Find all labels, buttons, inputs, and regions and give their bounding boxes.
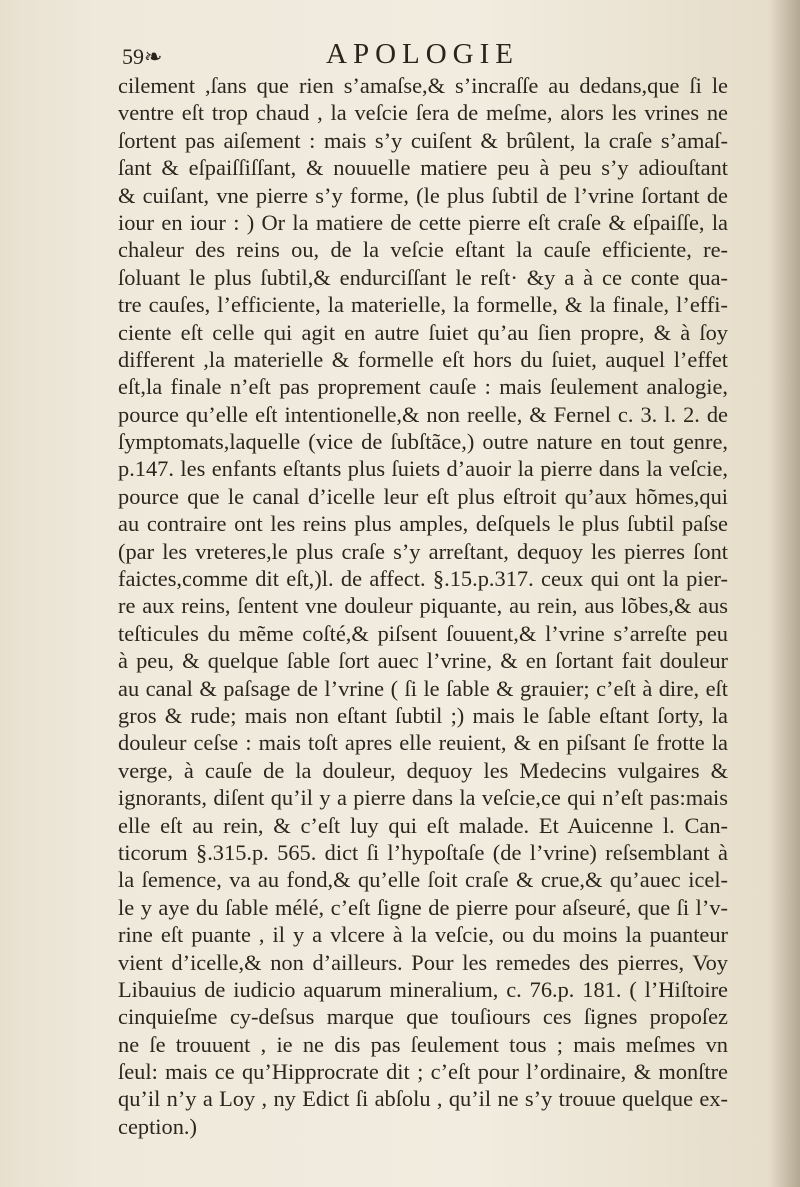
text-line: gros & rude; mais non eſtant ſubtil ;) mais le ſable eſtant ſorty, la [118, 702, 728, 728]
text-line: cinquieſme cy-deſsus marque que touſiours ces ſignes propoſez [118, 1004, 728, 1030]
body-text [118, 72, 728, 1140]
text-line: ticorum §.315.p. 565. dict ſi l’hypoſtaſe (de l’vrine) reſsemblant à [118, 839, 728, 865]
text-line: eſt,la finale n’eſt pas proprement cauſe : mais ſeulement analogie, [118, 374, 728, 400]
text-line: ſymptomats,laquelle (vice de ſubſtãce,) outre nature en tout genre, [118, 429, 728, 455]
text-line: vient d’icelle,& non d’ailleurs. Pour les remedes des pierres, Voy [118, 949, 728, 975]
text-line: different ,la materielle & formelle eſt hors du ſuiet, auquel l’effet [118, 346, 728, 372]
text-line: douleur ceſse : mais toſt apres elle reuient, & en piſsant ſe frotte la [118, 730, 728, 756]
text-line: pource que le canal d’icelle leur eſt plus eſtroit qu’aux hõmes,qui [118, 483, 728, 509]
text-line: (par les vreteres,le plus craſe s’y arreſtant, dequoy les pierres ſont [118, 538, 728, 564]
text-line: faictes,comme dit eſt,)l. de affect. §.15.p.317. ceux qui ont la pier- [118, 566, 728, 592]
page-edge-shadow [770, 0, 800, 1187]
page-header [118, 36, 718, 72]
text-line: ception.) [118, 1113, 197, 1139]
page-number: 59❧ [122, 44, 163, 69]
text-line: re aux reins, ſentent vne douleur piquante, au rein, aus lõbes,& aus [118, 593, 728, 619]
text-line: elle eſt au rein, & c’eſt luy qui eſt malade. Et Auicenne l. Can- [118, 812, 728, 838]
text-line: le y aye du ſable mélé, c’eſt ſigne de pierre pour aſseuré, que ſi l’v- [118, 894, 728, 920]
text-line: Libauius de iudicio aquarum mineralium, c. 76.p. 181. ( l’Hiſtoire [118, 976, 728, 1002]
text-line: chaleur des reins ou, de la veſcie eſtant la cauſe efficiente, re- [118, 237, 728, 263]
text-line: pource qu’elle eſt intentionelle,& non reelle, & Fernel c. 3. l. 2. de [118, 401, 728, 427]
text-line: & cuiſant, vne pierre s’y forme, (le plus ſubtil de l’vrine ſortant de [118, 182, 728, 208]
text-line: teſticules du mẽme coſté,& piſsent ſouuent,& l’vrine s’arreſte peu [118, 620, 728, 646]
text-line: ciente eſt celle qui agit en autre ſuiet qu’au ſien propre, & à ſoy [118, 319, 728, 345]
text-line: au contraire ont les reins plus amples, deſquels le plus ſubtil paſse [118, 511, 728, 537]
text-line: cilement ,ſans que rien s’amaſse,& s’incraſſe au dedans,que ſi le [118, 73, 728, 98]
text-line: à peu, & quelque ſable ſort auec l’vrine, & en ſortant fait douleur [118, 648, 728, 674]
text-line: iour en iour : ) Or la matiere de cette pierre eſt craſe & eſpaiſſe, la [118, 209, 728, 235]
running-title: APOLOGIE [326, 38, 519, 70]
text-line: ne ſe trouuent , ie ne dis pas ſeulement tous ; mais meſmes vn [118, 1031, 728, 1057]
text-line: la ſemence, va au fond,& qu’elle ſoit craſe & crue,& qu’auec icel- [118, 867, 728, 893]
text-line: qu’il n’y a Loy , ny Edict ſi abſolu , qu’il ne s’y trouue quelque ex- [118, 1086, 728, 1112]
text-line: ſeul: mais ce qu’Hipprocrate dit ; c’eſt pour l’ordinaire, & monſtre [118, 1059, 728, 1085]
text-line: rine eſt puante , il y a vlcere à la veſcie, ou du moins la puanteur [118, 922, 728, 948]
text-line: ſortent pas aiſement : mais s’y cuiſent & brûlent, la craſe s’amaſ- [118, 127, 728, 153]
text-line: ventre eſt trop chaud , la veſcie ſera de meſme, alors les vrines ne [118, 100, 728, 126]
text-line: verge, à cauſe de la douleur, dequoy les Medecins vulgaires & [118, 757, 728, 783]
text-line: p.147. les enfants eſtants plus ſuiets d’auoir la pierre dans la veſcie, [118, 456, 728, 482]
text-line: au canal & paſsage de l’vrine ( ſi le ſable & grauier; c’eſt à dire, eſt [118, 675, 728, 701]
text-line: ignorants, diſent qu’il y a pierre dans la veſcie,ce qui n’eſt pas:mais [118, 785, 728, 811]
text-line: ſoluant le plus ſubtil,& endurciſſant le reſt· &y a à ce conte qua- [118, 264, 728, 290]
text-line: ſant & eſpaiſſiſſant, & nouuelle matiere peu à peu s’y adiouſtant [118, 155, 728, 181]
text-line: tre cauſes, l’efficiente, la materielle, la formelle, & la finale, l’effi- [118, 292, 728, 318]
